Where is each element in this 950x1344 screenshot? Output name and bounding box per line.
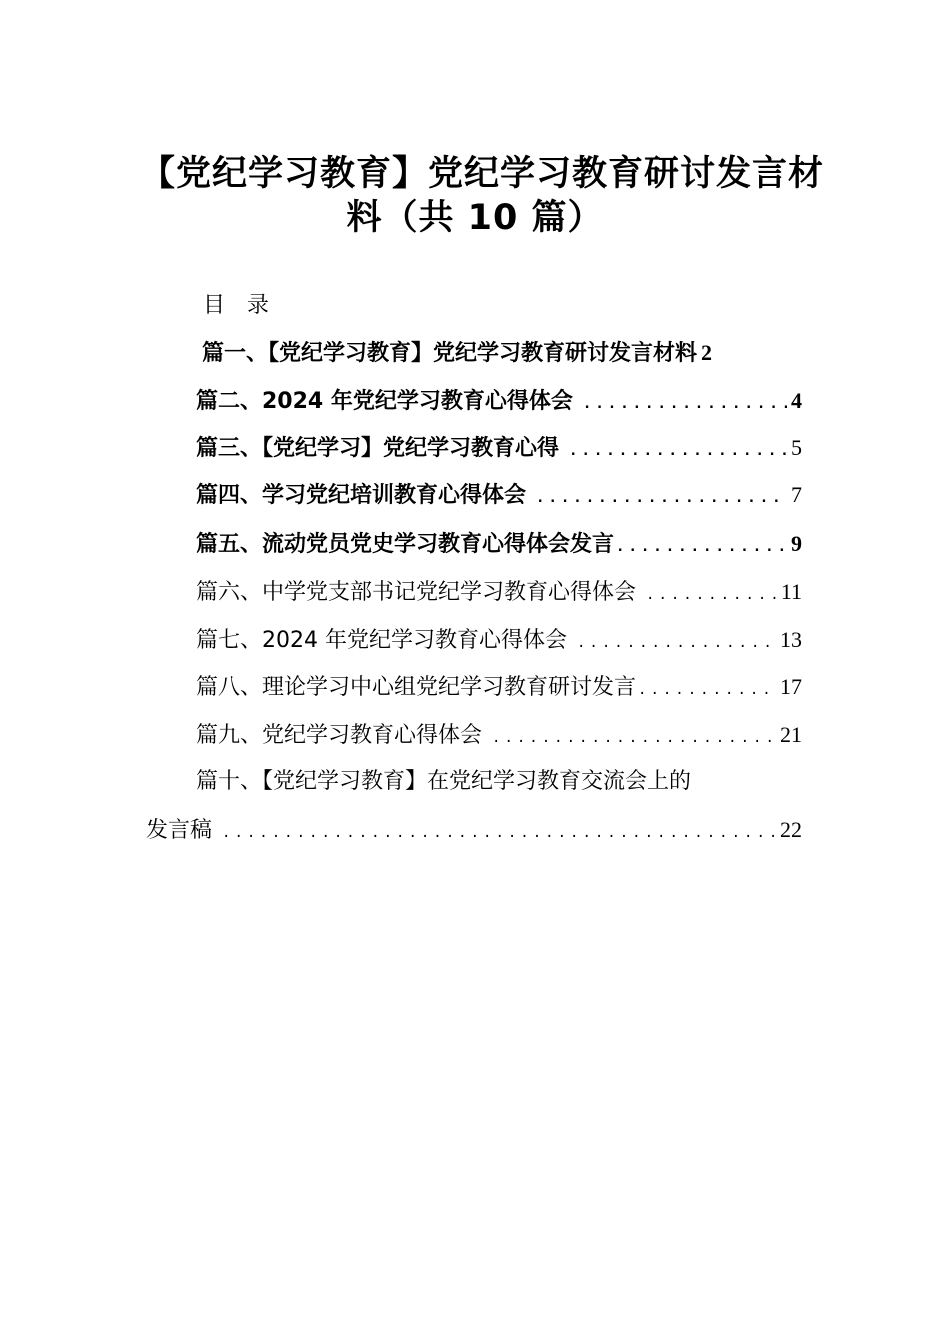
toc-entry-page: 22 <box>780 817 802 842</box>
toc-entry-3[interactable] <box>196 432 802 464</box>
toc-entry-2[interactable] <box>196 385 802 417</box>
toc-entry-page: 13 <box>780 627 802 652</box>
document-title-line-2: 料（共 10 篇） <box>346 198 604 238</box>
toc-entry-label: 篇五、流动党员党史学习教育心得体会发言 <box>196 532 615 557</box>
toc-dot-leader <box>569 435 787 467</box>
toc-dot-leader <box>646 579 777 611</box>
toc-dot-leader <box>536 482 787 514</box>
toc-dot-leader <box>583 388 787 420</box>
toc-entry-page: 11 <box>780 579 802 604</box>
toc-entry-1[interactable] <box>196 337 802 369</box>
toc-entry-5[interactable] <box>196 528 802 560</box>
toc-entry-label: 篇一、【党纪学习教育】党纪学习教育研讨发言材料 <box>202 341 698 366</box>
toc-entry-page: 21 <box>780 722 802 747</box>
toc-entry-label: 篇七、2024 年党纪学习教育心得体会 <box>196 628 567 653</box>
toc-entry-label: 篇二、2024 年党纪学习教育心得体会 <box>196 389 573 414</box>
toc-dot-leader <box>638 674 776 706</box>
toc-entry-label: 篇六、中学党支部书记党纪学习教育心得体会 <box>196 580 637 605</box>
toc-entry-label: 篇四、学习党纪培训教育心得体会 <box>196 483 527 508</box>
toc-entry-7[interactable] <box>196 624 802 656</box>
document-title-line-1: 【党纪学习教育】党纪学习教育研讨发言材 <box>140 154 825 194</box>
toc-entry-page: 9 <box>791 531 802 556</box>
toc-entry-label: 篇八、理论学习中心组党纪学习教育研讨发言 <box>196 675 637 700</box>
toc-entry-page: 7 <box>791 482 802 507</box>
toc-dot-leader <box>577 627 776 659</box>
toc-entry-9[interactable] <box>196 719 802 751</box>
toc-dot-leader <box>492 722 776 754</box>
toc-entry-10-line-1[interactable] <box>196 766 802 798</box>
toc-dot-leader <box>616 531 787 563</box>
toc-entry-label: 篇三、【党纪学习】党纪学习教育心得 <box>196 436 560 461</box>
toc-entry-page: 5 <box>791 435 802 460</box>
toc-entry-page: 4 <box>791 388 802 413</box>
toc-entry-6[interactable] <box>196 576 802 608</box>
toc-entry-10-line-2[interactable] <box>146 814 802 846</box>
toc-entry-4[interactable] <box>196 479 802 511</box>
toc-entry-8[interactable] <box>196 671 802 703</box>
toc-entry-label: 篇十、【党纪学习教育】在党纪学习教育交流会上的 <box>196 769 692 794</box>
toc-dot-leader <box>222 817 776 849</box>
toc-heading: 目 录 <box>203 293 270 318</box>
toc-entry-label: 篇九、党纪学习教育心得体会 <box>196 723 483 748</box>
toc-entry-page: 2 <box>701 340 713 365</box>
toc-entry-label: 发言稿 <box>146 818 213 843</box>
toc-entry-page: 17 <box>780 674 802 699</box>
